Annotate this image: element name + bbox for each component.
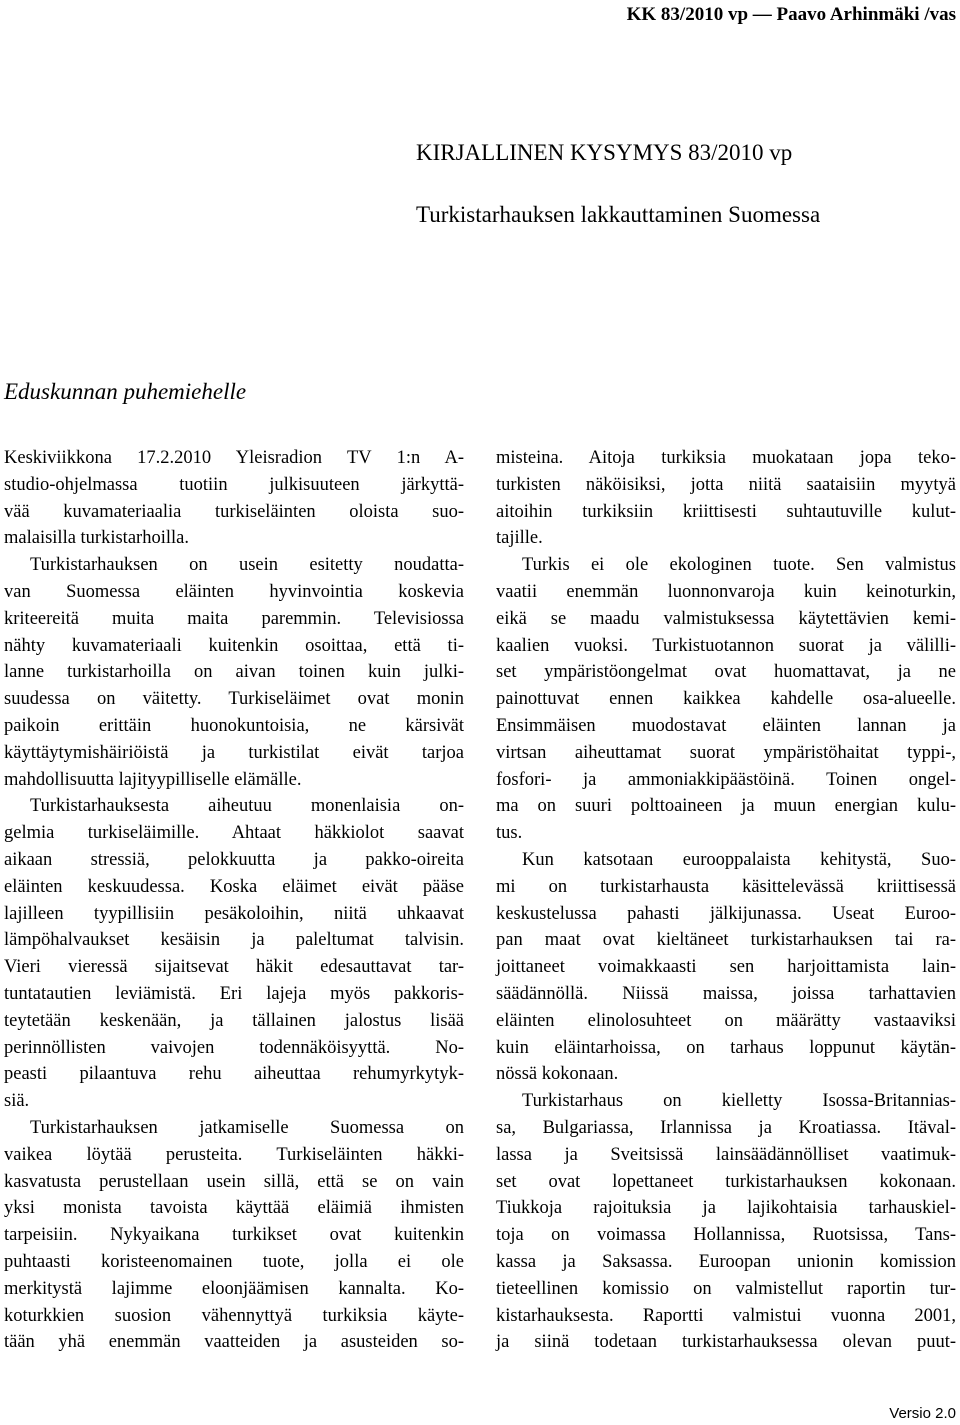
right-text-column xyxy=(496,445,956,1356)
text-line: virtsan aiheuttamat suorat ympäristöhaitat typpi-, xyxy=(496,742,956,763)
text-line: vaikea löytää perusteita. Turkiseläinten häkki- xyxy=(4,1144,464,1165)
text-line: ma on suuri polttoaineen ja muun energian kulu- xyxy=(496,796,956,817)
text-line: vaatii enemmän luonnonvaroja kuin keinoturkin, xyxy=(496,581,956,602)
text-line: tajille. xyxy=(496,528,543,549)
text-line: lassa ja Sveitsissä lainsäädännölliset vaatimuk- xyxy=(496,1144,956,1165)
text-line: set ympäristöongelmat ovat huomattavat, ja ne xyxy=(496,662,956,683)
text-line: lämpöhalvaukset kesäisin ja paleltumat talvisin. xyxy=(4,930,464,951)
text-line: siä. xyxy=(4,1091,30,1112)
text-line: tarpeisiin. Nykyaikana turkikset ovat kuitenkin xyxy=(4,1225,464,1246)
text-line: lanne turkistarhoilla on aivan toinen kuin julki- xyxy=(4,662,464,683)
text-line: Turkis ei ole ekologinen tuote. Sen valmistus xyxy=(522,555,956,576)
text-line: merkitystä lajimme eloonjäämisen kannalta. Ko- xyxy=(4,1278,464,1299)
text-line: nähty kuvamateriaali kuitenkin osoittaa, että ti- xyxy=(4,635,464,656)
text-line: turkisten näköisiksi, jotta niitä saataisiin myytyä xyxy=(496,474,956,495)
text-line: gelmia turkiseläimille. Ahtaat häkkiolot saavat xyxy=(4,823,464,844)
text-line: säädännöllä. Niissä maissa, joissa tarhattavien xyxy=(496,983,956,1004)
text-line: kasvatusta perustellaan usein sillä, että se on vain xyxy=(4,1171,464,1192)
document-subtitle: Turkistarhauksen lakkauttaminen Suomessa xyxy=(416,202,821,227)
text-line: käyttäytymishäiriöistä ja turkistilat eivät tarjoa xyxy=(4,742,464,763)
text-line: tieteellinen komissio on valmistellut raportin tur- xyxy=(496,1278,956,1299)
salutation: Eduskunnan puhemiehelle xyxy=(4,379,247,404)
text-line: joittaneet voimakkaasti sen harjoittamista lain- xyxy=(496,957,956,978)
text-line: mi on turkistarhausta käsittelevässä kriittisessä xyxy=(496,876,956,897)
text-line: Turkistarhauksen jatkamiselle Suomessa on xyxy=(30,1117,464,1138)
text-line: aitoihin turkiksiin kriittisesti suhtautuville kulut- xyxy=(496,501,956,522)
text-line: painottuvat ennen kaikkea kahdelle osa-alueelle. xyxy=(496,689,956,710)
text-line: ja siinä todetaan turkistarhauksessa olevan puut- xyxy=(496,1332,956,1353)
text-line: fosfori- ja ammoniakkipäästöinä. Toinen ongel- xyxy=(496,769,956,790)
text-line: suudessa on väitetty. Turkiseläimet ovat monin xyxy=(4,689,464,710)
text-line: mahdollisuutta lajityypilliselle elämälle. xyxy=(4,769,302,790)
text-line: teytetään keskenään, ja tällainen jalostus lisää xyxy=(4,1010,464,1031)
text-line: Turkistarhaus on kielletty Isossa-Britannias- xyxy=(522,1091,956,1112)
text-line: Turkistarhauksen on usein esitetty noudatta- xyxy=(30,555,464,576)
text-line: vää kuvamateriaalia turkiseläinten oloista suo- xyxy=(4,501,464,522)
text-line: Tiukkoja rajoituksia ja lajikohtaisia tarhauskiel- xyxy=(496,1198,956,1219)
text-line: Kun katsotaan eurooppalaista kehitystä, Suo- xyxy=(522,849,956,870)
text-line: Ensimmäisen muodostavat eläinten lannan ja xyxy=(496,715,956,736)
text-line: aikaan stressiä, pelokkuutta ja pakko-oireita xyxy=(4,849,464,870)
text-line: kuin eläintarhoissa, on tarhaus loppunut käytän- xyxy=(496,1037,956,1058)
text-line: kaalien vuoksi. Turkistuotannon suorat ja välilli- xyxy=(496,635,956,656)
text-line: van Suomessa eläinten hyvinvointia koskevia xyxy=(4,581,464,602)
text-line: pan maat ovat kieltäneet turkistarhauksen tai ra- xyxy=(496,930,956,951)
text-line: peasti pilaantuva rehu aiheuttaa rehumyrkytyk- xyxy=(4,1064,464,1085)
text-line: yksi monista tavoista käyttää eläimiä ihmisten xyxy=(4,1198,464,1219)
text-line: puhtaasti koristeenomainen tuote, jolla ei ole xyxy=(4,1251,464,1272)
text-line: kassa ja Saksassa. Euroopan unionin komission xyxy=(496,1251,956,1272)
text-line: misteina. Aitoja turkiksia muokataan jopa teko- xyxy=(496,448,956,468)
text-line: Vieri vieressä sijaitsevat häkit edesauttavat tar- xyxy=(4,957,464,978)
text-line: kistarhauksesta. Raportti valmistui vuonna 2001, xyxy=(496,1305,956,1326)
text-line: Turkistarhauksesta aiheutuu monenlaisia on- xyxy=(30,796,464,817)
text-line: tus. xyxy=(496,823,523,844)
text-line: tuntatautien leviämistä. Eri lajeja myös pakkoris- xyxy=(4,983,464,1004)
text-line: eläinten keskuudessa. Koska eläimet eivät pääse xyxy=(4,876,464,897)
text-line: eikä se maadu valmistuksessa käytettävien kemi- xyxy=(496,608,956,629)
text-line: paikoin erittäin huonokuntoisia, ne kärsivät xyxy=(4,715,464,736)
document-header: KK 83/2010 vp — Paavo Arhinmäki /vas xyxy=(626,4,956,25)
version-footer: Versio 2.0 xyxy=(889,1405,956,1422)
text-line: keskustelussa pahasti jälkijunassa. Useat Euroo- xyxy=(496,903,956,924)
text-line: perinnöllisten vaivojen todennäköisyyttä. No- xyxy=(4,1037,464,1058)
text-line: tään yhä enemmän vaatteiden ja asusteiden so- xyxy=(4,1332,464,1353)
text-line: koturkkien suosion vähennyttyä turkiksia käyte- xyxy=(4,1305,464,1326)
text-line: sa, Bulgariassa, Irlannissa ja Kroatiassa. Itäval- xyxy=(496,1117,956,1138)
text-line: malaisilla turkistarhoilla. xyxy=(4,528,189,549)
text-line: Keskiviikkona 17.2.2010 Yleisradion TV 1:n A- xyxy=(4,448,464,468)
left-text-column xyxy=(4,445,464,1356)
text-line: lajilleen tyypillisiin pesäkoloihin, niitä uhkaavat xyxy=(4,903,464,924)
text-line: studio-ohjelmassa tuotiin julkisuuteen järkyttä- xyxy=(4,474,464,495)
text-line: toja on voimassa Hollannissa, Ruotsissa, Tans- xyxy=(496,1225,956,1246)
text-line: kriteereitä muita maita paremmin. Televisiossa xyxy=(4,608,464,629)
text-line: nössä kokonaan. xyxy=(496,1064,619,1085)
text-line: eläinten elinolosuhteet on määrätty vastaaviksi xyxy=(496,1010,956,1031)
text-line: set ovat lopettaneet turkistarhauksen kokonaan. xyxy=(496,1171,956,1192)
document-title: KIRJALLINEN KYSYMYS 83/2010 vp xyxy=(416,140,793,165)
